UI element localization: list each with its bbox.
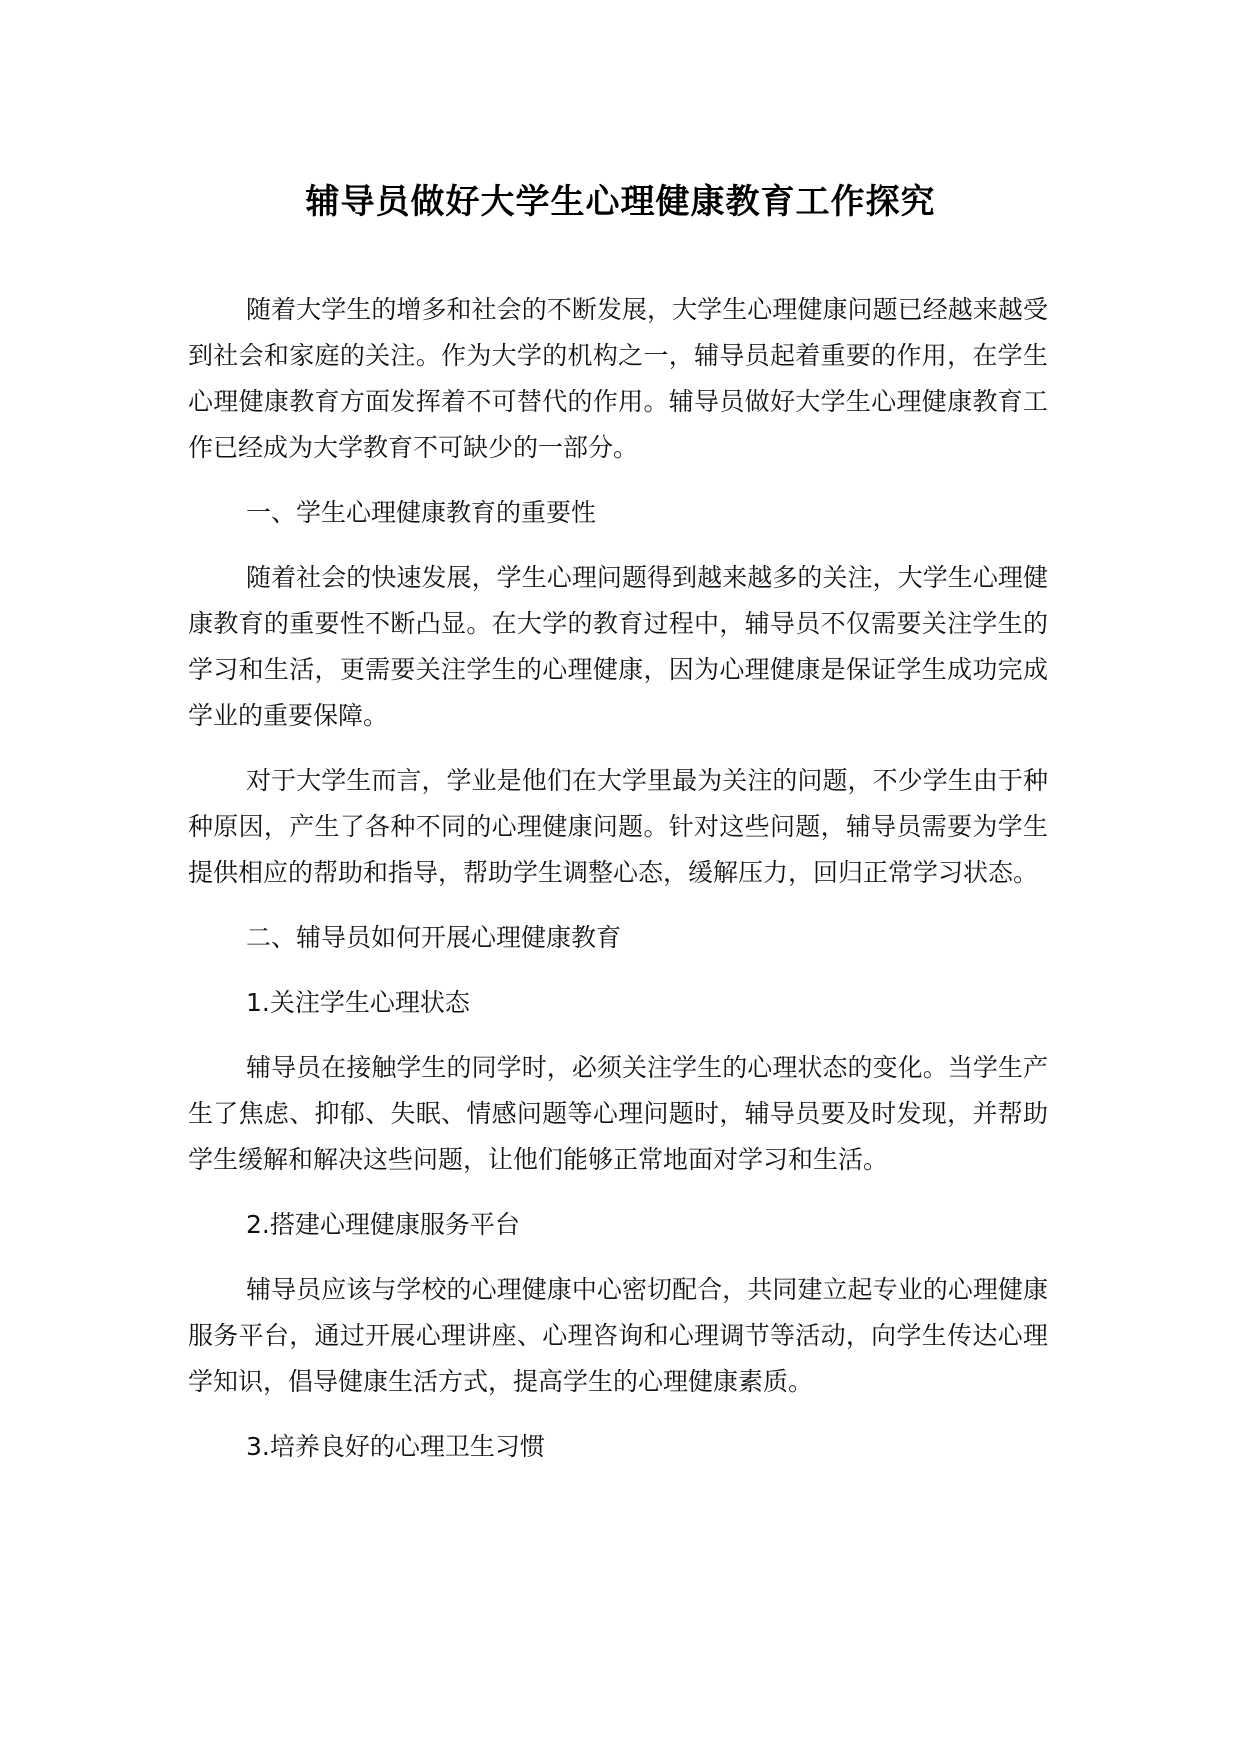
section-heading-2: 二、辅导员如何开展心理健康教育 <box>246 923 622 952</box>
section-heading-1: 一、学生心理健康教育的重要性 <box>246 498 597 527</box>
subheading-3: 3.培养良好的心理卫生习惯 <box>246 1432 545 1461</box>
document-body <box>188 287 1048 1489</box>
subheading-2: 2.搭建心理健康服务平台 <box>246 1210 520 1239</box>
document-title: 辅导员做好大学生心理健康教育工作探究 <box>305 182 936 222</box>
paragraph-importance-1: 随着社会的快速发展，学生心理问题得到越来越多的关注，大学生心理健康教育的重要性不断凸显。在大学的教育过程中，辅导员不仅需要关注学生的学习和生活，更需要关注学生的心理健康，因为心理健康是保证学生成功完成学业的重要保障。 <box>188 563 1048 730</box>
subheading-1: 1.关注学生心理状态 <box>246 988 470 1017</box>
paragraph-importance-2: 对于大学生而言，学业是他们在大学里最为关注的问题，不少学生由于种种原因，产生了各种不同的心理健康问题。针对这些问题，辅导员需要为学生提供相应的帮助和指导，帮助学生调整心态，缓解压力，回归正常学习状态。 <box>188 766 1048 887</box>
paragraph-intro: 随着大学生的增多和社会的不断发展，大学生心理健康问题已经越来越受到社会和家庭的关注。作为大学的机构之一，辅导员起着重要的作用，在学生心理健康教育方面发挥着不可替代的作用。辅导员做好大学生心理健康教育工作已经成为大学教育不可缺少的一部分。 <box>188 295 1048 462</box>
paragraph-subsection-2: 辅导员应该与学校的心理健康中心密切配合，共同建立起专业的心理健康服务平台，通过开展心理讲座、心理咨询和心理调节等活动，向学生传达心理学知识，倡导健康生活方式，提高学生的心理健康素质。 <box>188 1275 1048 1396</box>
paragraph-subsection-1: 辅导员在接触学生的同学时，必须关注学生的心理状态的变化。当学生产生了焦虑、抑郁、失眠、情感问题等心理问题时，辅导员要及时发现，并帮助学生缓解和解决这些问题，让他们能够正常地面对学习和生活。 <box>188 1053 1048 1174</box>
